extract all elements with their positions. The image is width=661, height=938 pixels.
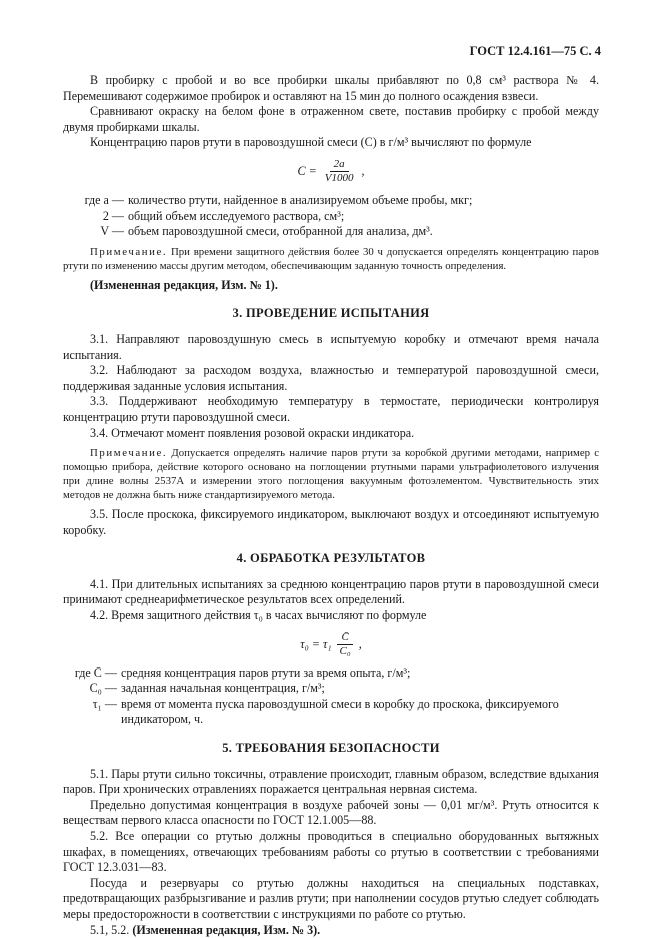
formula-fraction bbox=[336, 631, 355, 658]
section-title: 4. ОБРАБОТКА РЕЗУЛЬТАТОВ bbox=[236, 551, 426, 566]
note-label: Примечание. bbox=[90, 245, 168, 258]
formula-lhs: C = bbox=[297, 164, 317, 179]
formula-concentration bbox=[63, 155, 599, 189]
section-title: 5. ТРЕБОВАНИЯ БЕЗОПАСНОСТИ bbox=[222, 741, 440, 756]
paragraph: 4.1. При длительных испытаниях за среднюю концентрацию паров ртути в паровоздушной смеси принимают среднеарифметическое результатов всех определений. bbox=[63, 576, 599, 607]
page-header: ГОСТ 12.4.161—75 С. 4 bbox=[469, 44, 601, 58]
note-text: Допускается определять наличие паров ртути за коробкой другими методами, например с помощью прибора, действие которого основано на поглощении ртутными парами ультрафиолетового излучения при длине волны 2537А и измерении этого поглощения вакуумным фотоэлементом. Чувствительность этих методов не должна быть ниже стандартизируемого метода. bbox=[63, 447, 599, 502]
formula-numerator: 2a bbox=[330, 158, 349, 172]
formula-tail: , bbox=[358, 636, 362, 651]
formula-tail: , bbox=[361, 164, 365, 179]
definition-symbol: где C̄ — bbox=[74, 665, 117, 680]
paragraph: 3.3. Поддерживают необходимую температуру в термостате, периодически контролируя концентрацию ртути паровоздушной смеси. bbox=[63, 394, 599, 424]
section-title: 3. ПРОВЕДЕНИЕ ИСПЫТАНИЯ bbox=[232, 306, 430, 321]
definition-text: заданная начальная концентрация, г/м³; bbox=[121, 681, 325, 696]
paragraph: 4.2. Время защитного действия τ₀ в часах вычисляют по формуле bbox=[90, 608, 427, 623]
definition-text: время от момента пуска паровоздушной смеси в коробку до проскока, фиксируемого индикатором, ч. bbox=[121, 696, 559, 727]
definition-symbol: V — bbox=[100, 224, 124, 239]
paragraph: Посуда и резервуары со ртутью должны находиться на специальных подставках, предотвращающих разбрызгивание и разлив ртути; при наполнении сосудов ртутью следует соблюдать меры предосторожности в соответствии с инструкциями по работе со ртутью. bbox=[63, 875, 599, 921]
definition-row bbox=[63, 224, 599, 240]
definition-text: общий объем исследуемого раствора, см³; bbox=[128, 208, 345, 223]
paragraph: 5.1. Пары ртути сильно токсичны, отравление происходит, главным образом, вследствие вдыхания паров. При хронических отравлениях поражается центральная нервная система. bbox=[63, 766, 599, 797]
note bbox=[63, 446, 599, 502]
formula-denominator: C₀ bbox=[339, 645, 351, 658]
paragraph: Предельно допустимая концентрация в воздухе рабочей зоны — 0,01 мг/м³. Ртуть относится к веществам первого класса опасности по ГОСТ 12.1.005—88. bbox=[63, 797, 599, 828]
definitions-list bbox=[63, 193, 599, 240]
paragraph: Сравнивают окраску на белом фоне в отраженном свете, поставив пробирку с пробой между двумя пробирками шкалы. bbox=[63, 104, 599, 134]
definition-text: средняя концентрация паров ртути за время опыта, г/м³; bbox=[121, 665, 411, 680]
formula-lhs: τ₀ = τ₁ bbox=[300, 636, 332, 651]
definition-row bbox=[63, 697, 599, 728]
definition-row bbox=[63, 666, 599, 682]
paragraph: 3.1. Направляют паровоздушную смесь в испытуемую коробку и отмечают время начала испытания. bbox=[63, 331, 599, 362]
note-text: При времени защитного действия более 30 ч допускается определять концентрацию паров ртути по изменению массы другим методом, обеспечивающим заданную точность определения. bbox=[63, 245, 599, 272]
paragraph: Концентрацию паров ртути в паровоздушной смеси (C) в г/м³ вычисляют по формуле bbox=[90, 135, 532, 150]
paragraph: 3.4. Отмечают момент появления розовой окраски индикатора. bbox=[90, 425, 415, 440]
definition-symbol: C₀ — bbox=[89, 681, 117, 696]
paragraph: 3.2. Наблюдают за расходом воздуха, влажностью и температурой паровоздушной смеси, поддерживая заданные условия испытания. bbox=[63, 363, 599, 393]
definition-text: объем паровоздушной смеси, отобранной для анализа, дм³. bbox=[128, 224, 433, 239]
definition-symbol: 2 — bbox=[102, 208, 124, 223]
note-label: Примечание. bbox=[90, 447, 168, 460]
formula-protection-time bbox=[63, 628, 599, 662]
definitions-list bbox=[63, 666, 599, 728]
definition-row bbox=[63, 209, 599, 225]
document-body bbox=[63, 73, 599, 938]
formula-fraction bbox=[321, 158, 358, 185]
paragraph: 5.2. Все операции со ртутью должны проводиться в специально оборудованных вытяжных шкафах, в помещениях, отвечающих требованиям работы со ртутью в соответствии с требованиями ГОСТ 12.3.031—83. bbox=[63, 829, 599, 875]
definition-symbol: τ₁ — bbox=[92, 696, 117, 711]
paragraph: В пробирку с пробой и во все пробирки шкалы прибавляют по 0,8 см³ раствора № 4. Перемешивают содержимое пробирок и оставляют на 15 мин до полного осаждения взвеси. bbox=[63, 73, 599, 103]
definition-row bbox=[63, 193, 599, 209]
note bbox=[63, 245, 599, 273]
amendment-prefix: 5.1, 5.2. bbox=[90, 922, 133, 937]
formula-denominator: V1000 bbox=[324, 172, 354, 185]
definition-symbol: где a — bbox=[84, 192, 124, 207]
definition-text: количество ртути, найденное в анализируемом объеме пробы, мкг; bbox=[128, 192, 473, 207]
definition-row bbox=[63, 681, 599, 697]
paragraph: 3.5. После проскока, фиксируемого индикатором, выключают воздух и отсоединяют испытуемую коробку. bbox=[63, 507, 599, 537]
amendment-note: (Измененная редакция, Изм. № 1). bbox=[90, 277, 278, 292]
amendment-text: (Измененная редакция, Изм. № 3). bbox=[132, 922, 321, 937]
formula-numerator: C̄ bbox=[337, 631, 352, 645]
